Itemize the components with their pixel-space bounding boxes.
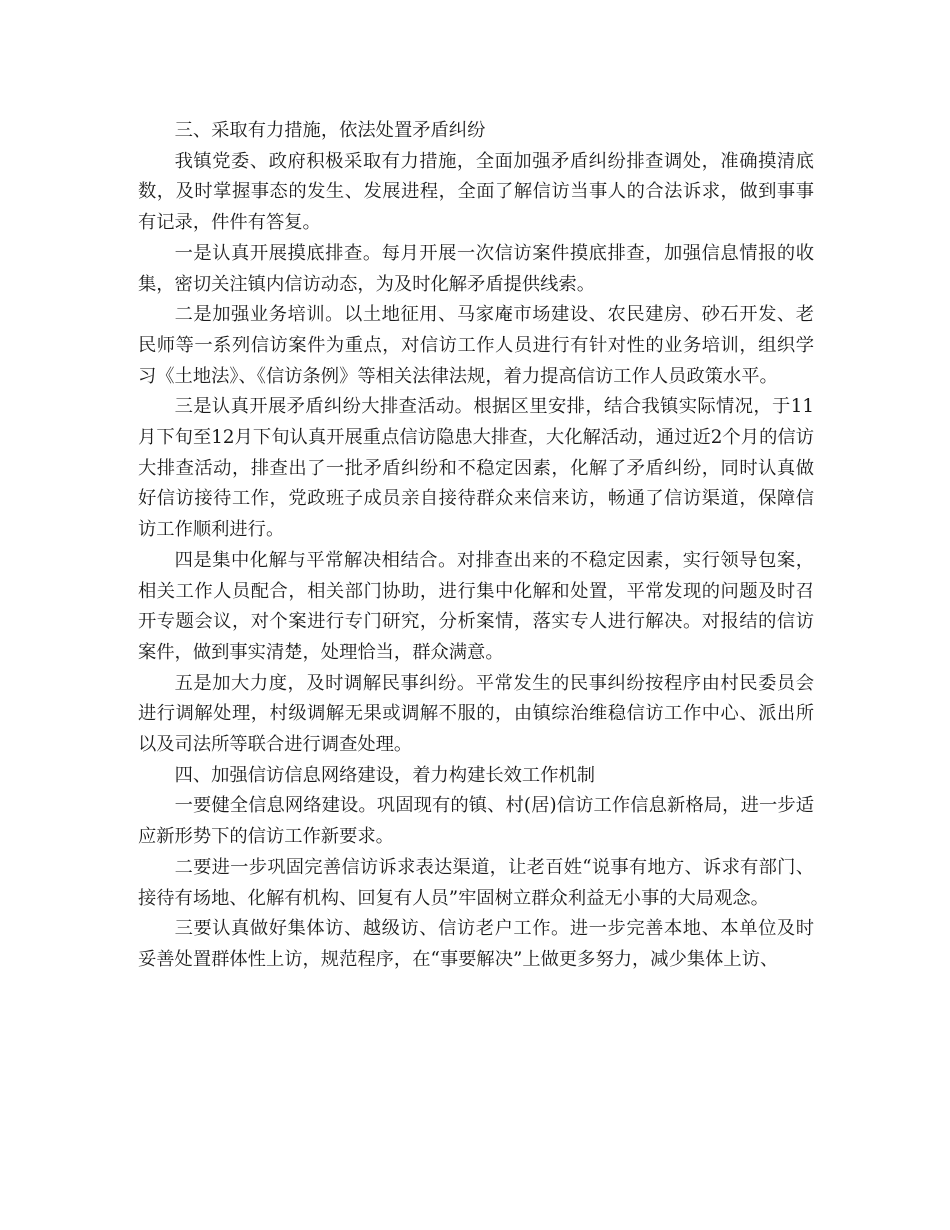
paragraph: 一是认真开展摸底排查。每月开展一次信访案件摸底排查，加强信息情报的收集，密切关注镇内信访动态，为及时化解矛盾提供线索。: [138, 242, 814, 295]
document-body: [138, 116, 814, 976]
section-heading-4: 四、加强信访信息网络建设，着力构建长效工作机制: [174, 764, 596, 786]
paragraph: 一要健全信息网络建设。巩固现有的镇、村(居)信访工作信息新格局，进一步适应新形势下的信访工作新要求。: [138, 795, 814, 848]
paragraph: 三是认真开展矛盾纠纷大排查活动。根据区里安排，结合我镇实际情况，于11月下旬至12月下旬认真开展重点信访隐患大排查，大化解活动，通过近2个月的信访大排查活动，排查出了一批矛盾纠纷和不稳定因素，化解了矛盾纠纷，同时认真做好信访接待工作，党政班子成员亲自接待群众来信来访，畅通了信访渠道，保障信访工作顺利进行。: [138, 396, 814, 541]
paragraph: 二要进一步巩固完善信访诉求表达渠道，让老百姓“说事有地方、诉求有部门、接待有场地、化解有机构、回复有人员”牢固树立群众利益无小事的大局观念。: [138, 856, 814, 909]
section-heading-3: 三、采取有力措施，依法处置矛盾纠纷: [174, 120, 486, 141]
paragraph: 我镇党委、政府积极采取有力措施，全面加强矛盾纠纷排查调处，准确摸清底数，及时掌握事态的发生、发展进程，全面了解信访当事人的合法诉求，做到事事有记录，件件有答复。: [138, 150, 814, 234]
paragraph: 五是加大力度，及时调解民事纠纷。平常发生的民事纠纷按程序由村民委员会进行调解处理，村级调解无果或调解不服的，由镇综治维稳信访工作中心、派出所以及司法所等联合进行调查处理。: [138, 672, 814, 756]
paragraph: 四是集中化解与平常解决相结合。对排查出来的不稳定因素，实行领导包案，相关工作人员配合，相关部门协助，进行集中化解和处置，平常发现的问题及时召开专题会议，对个案进行专门研究，分析案情，落实专人进行解决。对报结的信访案件，做到事实清楚，处理恰当，群众满意。: [138, 549, 814, 663]
paragraph: 二是加强业务培训。以土地征用、马家庵市场建设、农民建房、砂石开发、老民师等一系列信访案件为重点，对信访工作人员进行有针对性的业务培训，组织学习《土地法》、《信访条例》等相关法律法规，着力提高信访工作人员政策水平。: [138, 304, 814, 387]
paragraph: 三要认真做好集体访、越级访、信访老户工作。进一步完善本地、本单位及时妥善处置群体性上访，规范程序，在“事要解决”上做更多努力，减少集体上访、: [138, 918, 814, 970]
